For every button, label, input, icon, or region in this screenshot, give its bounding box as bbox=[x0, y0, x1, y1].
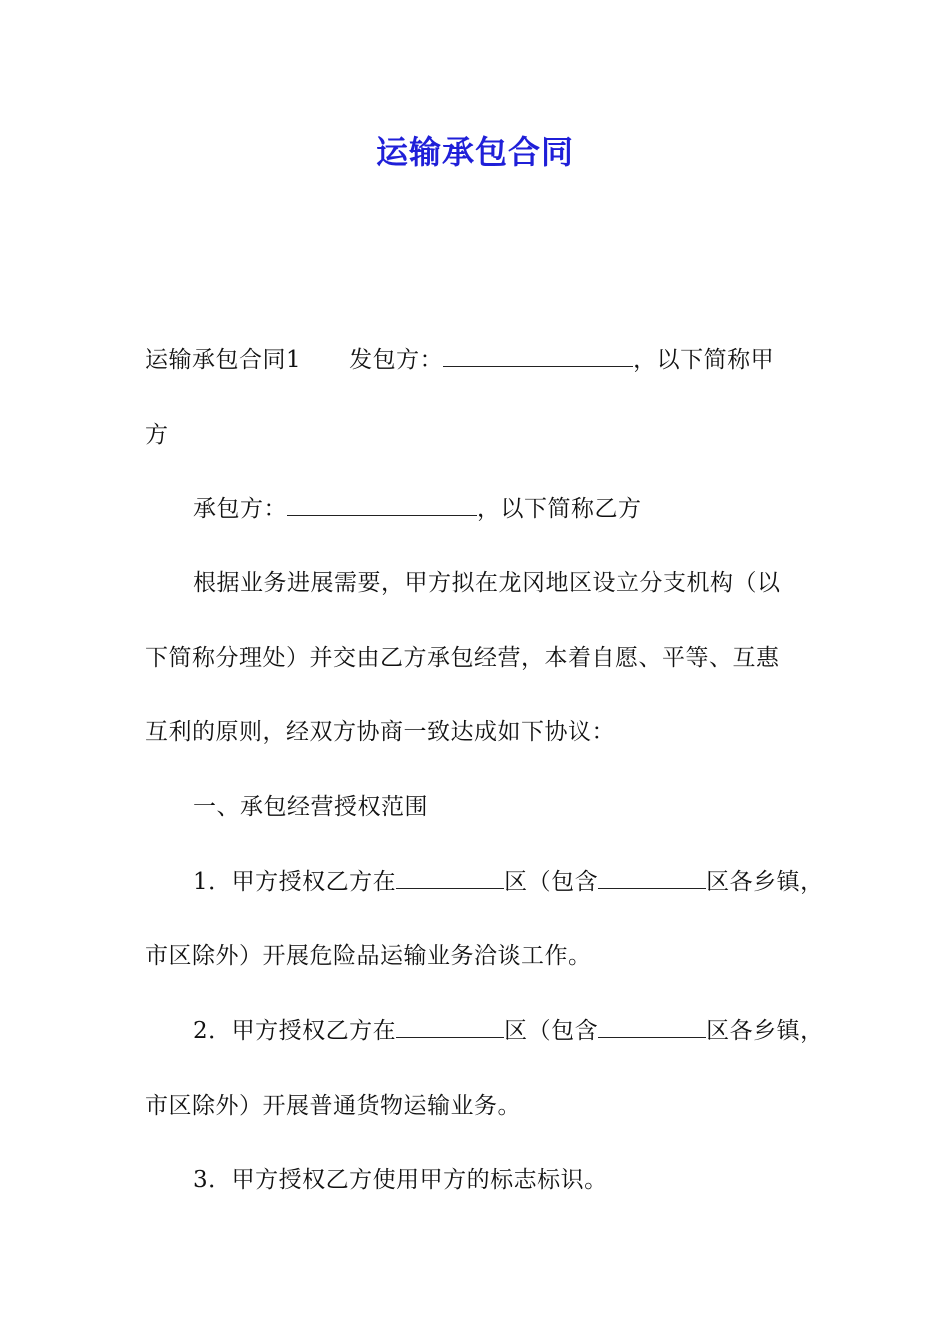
line-text: 方 bbox=[145, 422, 169, 448]
line-text: 2．甲方授权乙方在 bbox=[193, 1018, 397, 1044]
district-blank bbox=[598, 1015, 706, 1038]
line-text: 区（包含 bbox=[504, 869, 599, 895]
line-text: 一、承包经营授权范围 bbox=[193, 794, 428, 820]
party-b-label: 承包方： bbox=[193, 496, 287, 522]
paragraph-line bbox=[145, 418, 169, 452]
district-blank bbox=[598, 866, 706, 889]
line-text: 3．甲方授权乙方使用甲方的标志标识。 bbox=[193, 1167, 608, 1193]
section-heading bbox=[193, 790, 428, 824]
line-text: 下简称分理处）并交由乙方承包经营，本着自愿、平等、互惠 bbox=[145, 645, 780, 671]
line-text: 区（包含 bbox=[504, 1018, 599, 1044]
party-a-blank bbox=[443, 344, 633, 367]
line-text: 市区除外）开展危险品运输业务洽谈工作。 bbox=[145, 943, 592, 969]
clause-1 bbox=[193, 865, 824, 899]
party-b-suffix: ，以下简称乙方 bbox=[477, 496, 642, 522]
paragraph-line bbox=[145, 641, 780, 675]
paragraph-line bbox=[193, 492, 642, 526]
party-a-label: 发包方： bbox=[349, 347, 444, 373]
district-blank bbox=[396, 1015, 504, 1038]
paragraph-line bbox=[145, 939, 592, 973]
line-text: 根据业务进展需要，甲方拟在龙冈地区设立分支机构（以 bbox=[193, 570, 781, 596]
line-text: 互利的原则，经双方协商一致达成如下协议： bbox=[145, 719, 615, 745]
line-text: 1．甲方授权乙方在 bbox=[193, 869, 397, 895]
document-title: 运输承包合同 bbox=[375, 133, 574, 171]
party-b-blank bbox=[287, 493, 477, 516]
contract-number: 运输承包合同1 bbox=[145, 347, 302, 373]
clause-2 bbox=[193, 1014, 824, 1048]
line-text: 市区除外）开展普通货物运输业务。 bbox=[145, 1093, 521, 1119]
paragraph-line bbox=[193, 566, 781, 600]
party-a-suffix: ，以下简称甲 bbox=[633, 347, 775, 373]
clause-3 bbox=[193, 1163, 608, 1197]
line-text: 区各乡镇， bbox=[706, 869, 824, 895]
district-blank bbox=[396, 866, 504, 889]
paragraph-line bbox=[145, 715, 615, 749]
paragraph-line bbox=[145, 343, 774, 377]
line-text: 区各乡镇， bbox=[706, 1018, 824, 1044]
paragraph-line bbox=[145, 1089, 521, 1123]
